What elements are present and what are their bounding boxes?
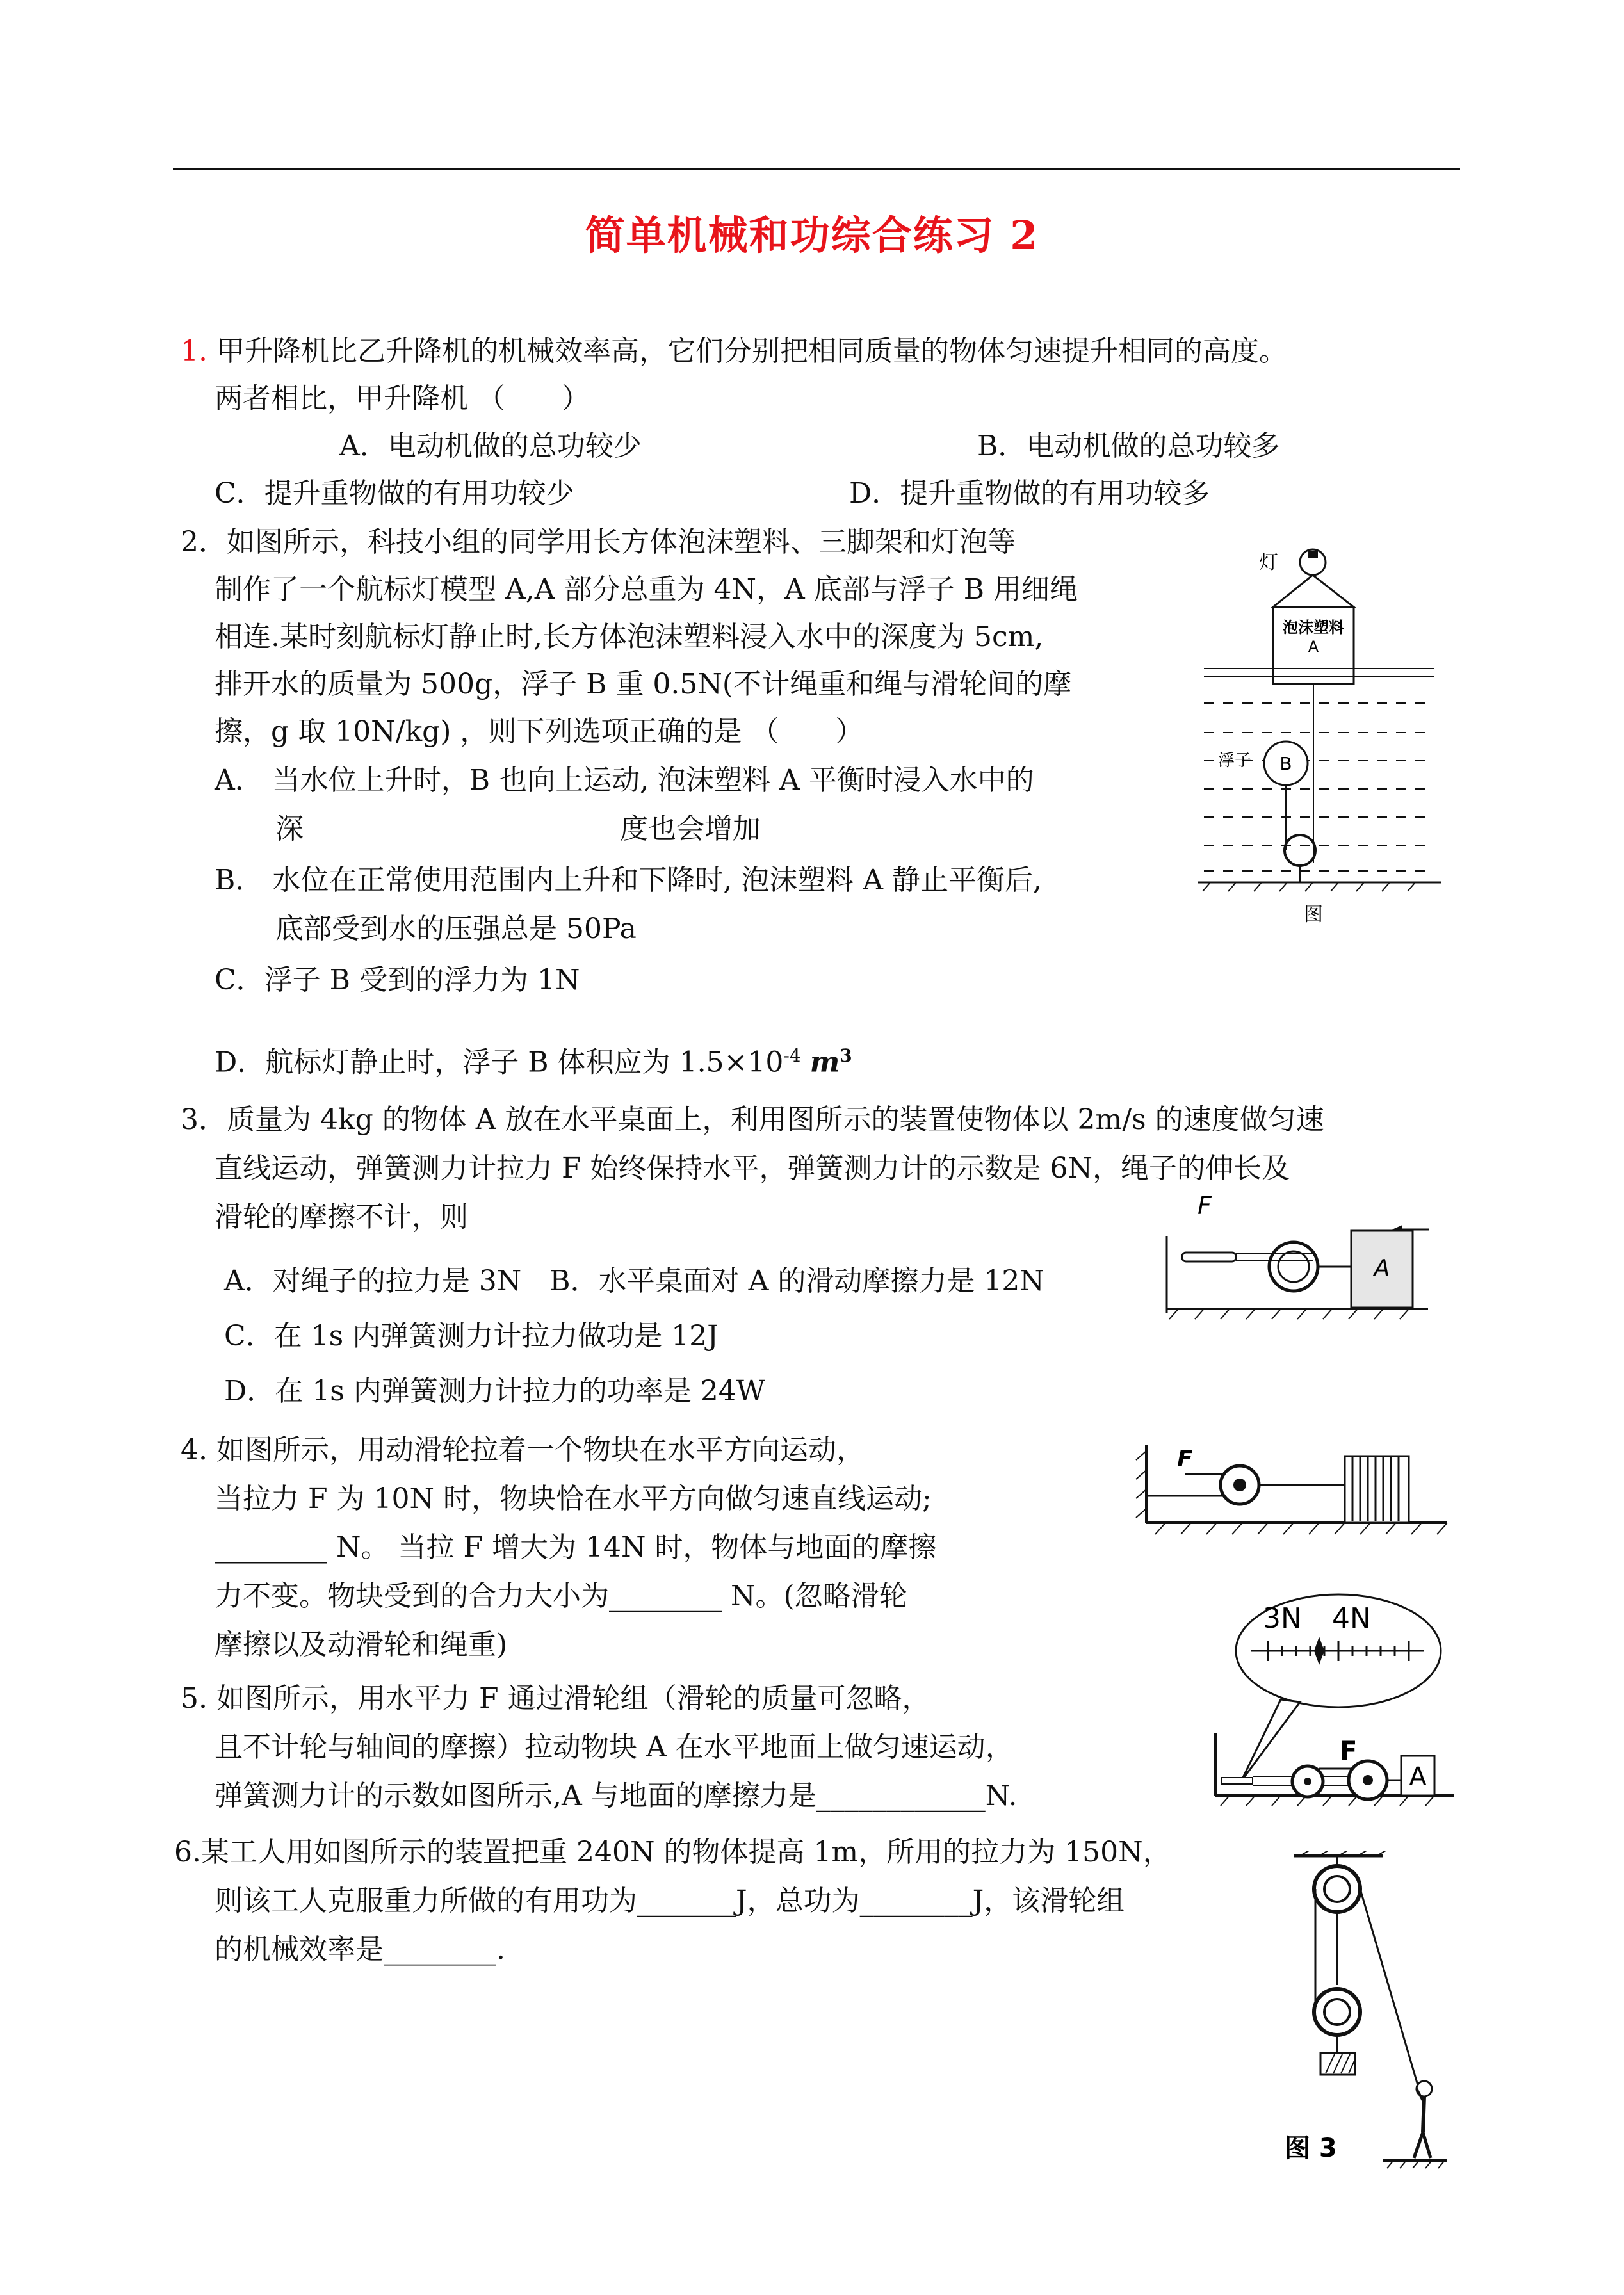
q2-fig-float-b-label: B	[1279, 753, 1292, 774]
q6-figure-pulley-worker	[1281, 1851, 1473, 2190]
q4-line2: 当拉力 F 为 10N 时，物块恰在水平方向做匀速直线运动;	[215, 1482, 932, 1515]
q1-option-a: A．电动机做的总功较少	[339, 430, 642, 462]
q3-fig-f-label: F	[1198, 1192, 1212, 1220]
q1-option-b: B．电动机做的总功较多	[977, 430, 1280, 462]
top-rule	[173, 168, 1460, 170]
q2-line2: 制作了一个航标灯模型 A,A 部分总重为 4N，A 底部与浮子 B 用细绳	[215, 573, 1078, 606]
q2-option-d-text: D．航标灯静止时，浮子 B 体积应为 1.5×10	[215, 1046, 784, 1079]
q2-fig-caption: 图	[1304, 904, 1323, 926]
q5-line2: 且不计轮与轴间的摩擦）拉动物块 A 在水平地面上做匀速运动，	[215, 1731, 1014, 1764]
q2-option-d-exponent: -4	[783, 1045, 801, 1066]
q2-line3: 相连.某时刻航标灯静止时,长方体泡沫塑料浸入水中的深度为 5cm,	[215, 620, 1044, 653]
bulb-cap-shape	[1308, 551, 1318, 558]
q3-ground-hatching	[1169, 1309, 1409, 1319]
q3-option-d: D．在 1s 内弹簧测力计拉力的功率是 24W	[224, 1375, 766, 1407]
q5-line3: 弹簧测力计的示数如图所示,A 与地面的摩擦力是____________N.	[215, 1780, 1018, 1812]
q2-option-a-line2b: 度也会增加	[620, 813, 761, 845]
page-title: 简单机械和功综合练习 2	[585, 212, 1039, 259]
q3-option-c: C．在 1s 内弹簧测力计拉力做功是 12J	[224, 1320, 719, 1352]
q6-line3: 的机械效率是________.	[215, 1933, 505, 1966]
spring-scale-icon	[1222, 1778, 1253, 1784]
q2-fig-float-label: 浮子	[1218, 751, 1252, 770]
pulley-inner-icon	[1278, 1251, 1309, 1282]
q2-fig-foam-a-label: A	[1308, 638, 1319, 656]
q3-option-ab: A．对绳子的拉力是 3N B．水平桌面对 A 的滑动摩擦力是 12N	[224, 1265, 1044, 1297]
q4-line1: 4. 如图所示，用动滑轮拉着一个物块在水平方向运动，	[181, 1434, 865, 1466]
q2-option-b-line1: B． 水位在正常使用范围内上升和下降时, 泡沫塑料 A 静止平衡后,	[215, 864, 1043, 896]
spring-scale-icon	[1182, 1253, 1236, 1261]
q2-line5: 擦，g 取 10N/kg) ，则下列选项正确的是 （ ）	[215, 715, 864, 748]
q2-fig-foam-label: 泡沫塑料	[1283, 619, 1344, 637]
q5-ground-hatching	[1221, 1796, 1434, 1806]
water-dashes	[1204, 703, 1434, 871]
moving-pulley-icon	[1314, 1989, 1360, 2035]
q4-ground-hatching	[1155, 1523, 1447, 1534]
q4-block-stripes	[1352, 1457, 1399, 1521]
callout-tail	[1241, 1699, 1300, 1781]
q3-line1: 3．质量为 4kg 的物体 A 放在水平桌面上，利用图所示的装置使物体以 2m/s 的速度做匀速	[181, 1103, 1324, 1136]
q5-fig-f-label: F	[1340, 1737, 1358, 1766]
q2-option-a-line1: A． 当水位上升时，B 也向上运动, 泡沫塑料 A 平衡时浸入水中的	[215, 764, 1034, 797]
q2-option-b-line2: 底部受到水的压强总是 50Pa	[275, 912, 637, 945]
q5-fig-4n-label: 4N	[1332, 1602, 1371, 1635]
q1-stem: 甲升降机比乙升降机的机械效率高，它们分别把相同质量的物体匀速提升相同的高度。	[216, 335, 1287, 368]
q2-line1: 2．如图所示，科技小组的同学用长方体泡沫塑料、三脚架和灯泡等	[181, 526, 1016, 558]
q4-line4: 力不变。物块受到的合力大小为________ N。(忽略滑轮	[215, 1580, 907, 1612]
q5-figure-pulley-group	[1204, 1592, 1460, 1822]
pulley-axle-icon	[1304, 1778, 1311, 1785]
q2-fig-lamp-label: 灯	[1259, 551, 1278, 574]
q6-line1: 6.某工人用如图所示的装置把重 240N 的物体提高 1m，所用的拉力为 150N，	[174, 1836, 1171, 1869]
q2-figure-navigation-light	[1198, 543, 1441, 927]
worker-figure	[1414, 2081, 1432, 2158]
tripod-shape	[1273, 575, 1354, 607]
q3-line3: 滑轮的摩擦不计，则	[215, 1201, 468, 1233]
q1-option-d: D．提升重物做的有用功较多	[849, 477, 1210, 510]
q5-fig-a-label: A	[1409, 1762, 1427, 1792]
q4-wall-hatching	[1136, 1451, 1146, 1518]
q2-line4: 排开水的质量为 500g，浮子 B 重 0.5N(不计绳重和绳与滑轮间的摩	[215, 668, 1072, 701]
q2-option-a-line2a: 深	[275, 813, 304, 845]
q4-figure-moving-pulley	[1127, 1432, 1460, 1553]
q3-figure-pulley-block	[1159, 1191, 1434, 1338]
q1-number: 1.	[181, 335, 207, 368]
pulley-icon	[1269, 1242, 1318, 1291]
q4-line5: 摩擦以及动滑轮和绳重)	[215, 1628, 508, 1661]
q2-option-d-unit-exponent: 3	[840, 1045, 852, 1066]
q6-line2: 则该工人克服重力所做的有用功为_______J，总功为________J，该滑轮组	[215, 1885, 1125, 1917]
q4-fig-f-label: F	[1177, 1446, 1193, 1472]
pulley-second-axle-icon	[1363, 1775, 1373, 1785]
bottom-pulley-icon	[1285, 835, 1315, 866]
q1-line1	[181, 333, 1287, 370]
q1-option-c: C．提升重物做的有用功较少	[215, 477, 574, 510]
q3-fig-a-label: A	[1374, 1255, 1390, 1281]
rope-to-worker	[1360, 1889, 1420, 2094]
q6-fig-caption: 图 3	[1285, 2134, 1337, 2163]
q3-line2: 直线运动，弹簧测力计拉力 F 始终保持水平，弹簧测力计的示数是 6N，绳子的伸长及	[215, 1152, 1290, 1185]
tank-floor-hatching	[1203, 882, 1415, 891]
pulley-axle-icon	[1233, 1479, 1246, 1491]
q4-line3: ________ N。 当拉 F 增大为 14N 时，物体与地面的摩擦	[215, 1531, 937, 1564]
q5-fig-3n-label: 3N	[1263, 1602, 1302, 1635]
q2-option-d-unit: m	[809, 1046, 840, 1079]
fixed-pulley-icon	[1314, 1866, 1360, 1912]
q1-line2: 两者相比，甲升降机 （ ）	[215, 382, 590, 415]
q5-line1: 5. 如图所示，用水平力 F 通过滑轮组（滑轮的质量可忽略，	[181, 1682, 930, 1715]
q2-option-d	[215, 1037, 852, 1082]
q2-option-c: C．浮子 B 受到的浮力为 1N	[215, 964, 580, 996]
